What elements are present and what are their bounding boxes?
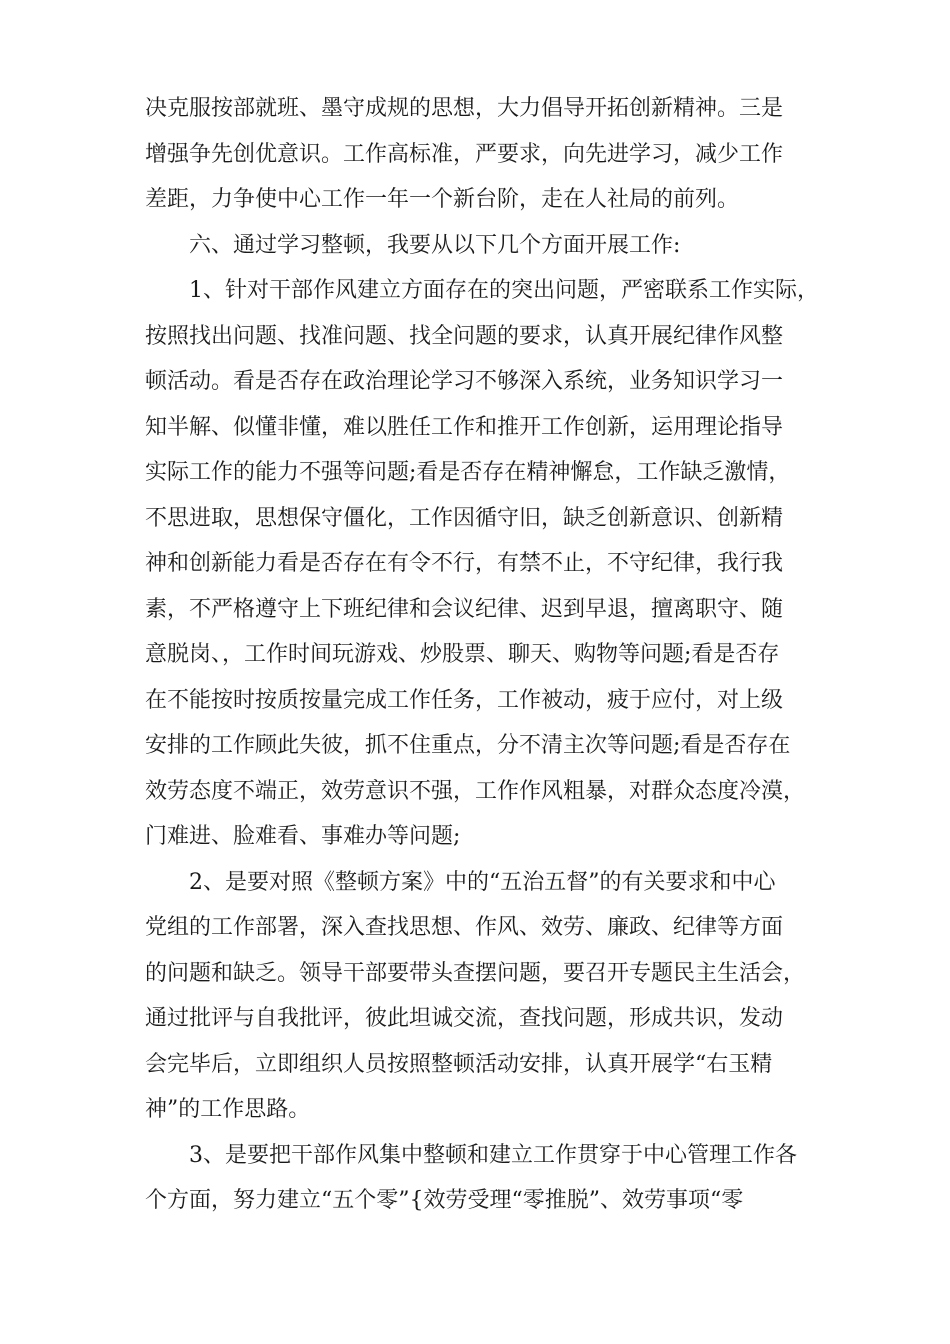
text-line-16: 效劳态度不端正，效劳意识不强，工作作风粗暴，对群众态度冷漠，	[145, 778, 806, 804]
text-line-18: 2、是要对照《整顿方案》中的“五治五督”的有关要求和中心	[189, 869, 776, 895]
text-line-1: 决克服按部就班、墨守成规的思想，大力倡导开拓创新精神。三是	[145, 96, 784, 121]
text-line-4: 六、通过学习整顿，我要从以下几个方面开展工作:	[189, 232, 681, 258]
text-line-3: 差距，力争使中心工作一年一个新台阶，走在人社局的前列。	[145, 187, 740, 212]
text-line-25: 个方面，努力建立“五个零”{效劳受理“零推脱”、效劳事项“零	[145, 1188, 744, 1213]
text-line-13: 意脱岗、，工作时间玩游戏、炒股票、聊天、购物等问题;看是否存	[145, 642, 780, 667]
text-line-15: 安排的工作顾此失彼，抓不住重点，分不清主次等问题;看是否存在	[145, 733, 791, 758]
text-line-8: 知半解、似懂非懂，难以胜任工作和推开工作创新，运用理论指导	[145, 414, 784, 440]
text-line-9: 实际工作的能力不强等问题;看是否存在精神懈怠，工作缺乏激情，	[145, 460, 791, 485]
text-line-10: 不思进取，思想保守僵化，工作因循守旧，缺乏创新意识、创新精	[145, 505, 784, 531]
text-line-5: 1、针对干部作风建立方面存在的突出问题，严密联系工作实际，	[189, 278, 819, 303]
text-line-17: 门难进、脸难看、事难办等问题;	[145, 824, 461, 849]
text-line-21: 通过批评与自我批评，彼此坦诚交流，查找问题，形成共识，发动	[145, 1006, 784, 1031]
text-line-6: 按照找出问题、找准问题、找全问题的要求，认真开展纪律作风整	[145, 323, 784, 349]
text-line-12: 素，不严格遵守上下班纪律和会议纪律、迟到早退，擅离职守、随	[145, 596, 784, 622]
document-body	[145, 92, 825, 1230]
text-line-11: 神和创新能力看是否存在有令不行，有禁不止，不守纪律，我行我	[145, 551, 784, 576]
text-line-19: 党组的工作部署，深入查找思想、作风、效劳、廉政、纪律等方面	[145, 915, 784, 940]
text-line-23: 神”的工作思路。	[145, 1097, 311, 1122]
text-line-7: 顿活动。看是否存在政治理论学习不够深入系统，业务知识学习一	[145, 369, 784, 394]
text-line-24: 3、是要把干部作风集中整顿和建立工作贯穿于中心管理工作各	[189, 1142, 797, 1168]
text-line-2: 增强争先创优意识。工作高标准，严要求，向先进学习，减少工作	[145, 141, 784, 167]
text-line-22: 会完毕后，立即组织人员按照整顿活动安排，认真开展学“右玉精	[145, 1051, 773, 1077]
text-line-20: 的问题和缺乏。领导干部要带头查摆问题，要召开专题民主生活会，	[145, 960, 806, 986]
text-line-14: 在不能按时按质按量完成工作任务，工作被动，疲于应付，对上级	[145, 687, 784, 713]
